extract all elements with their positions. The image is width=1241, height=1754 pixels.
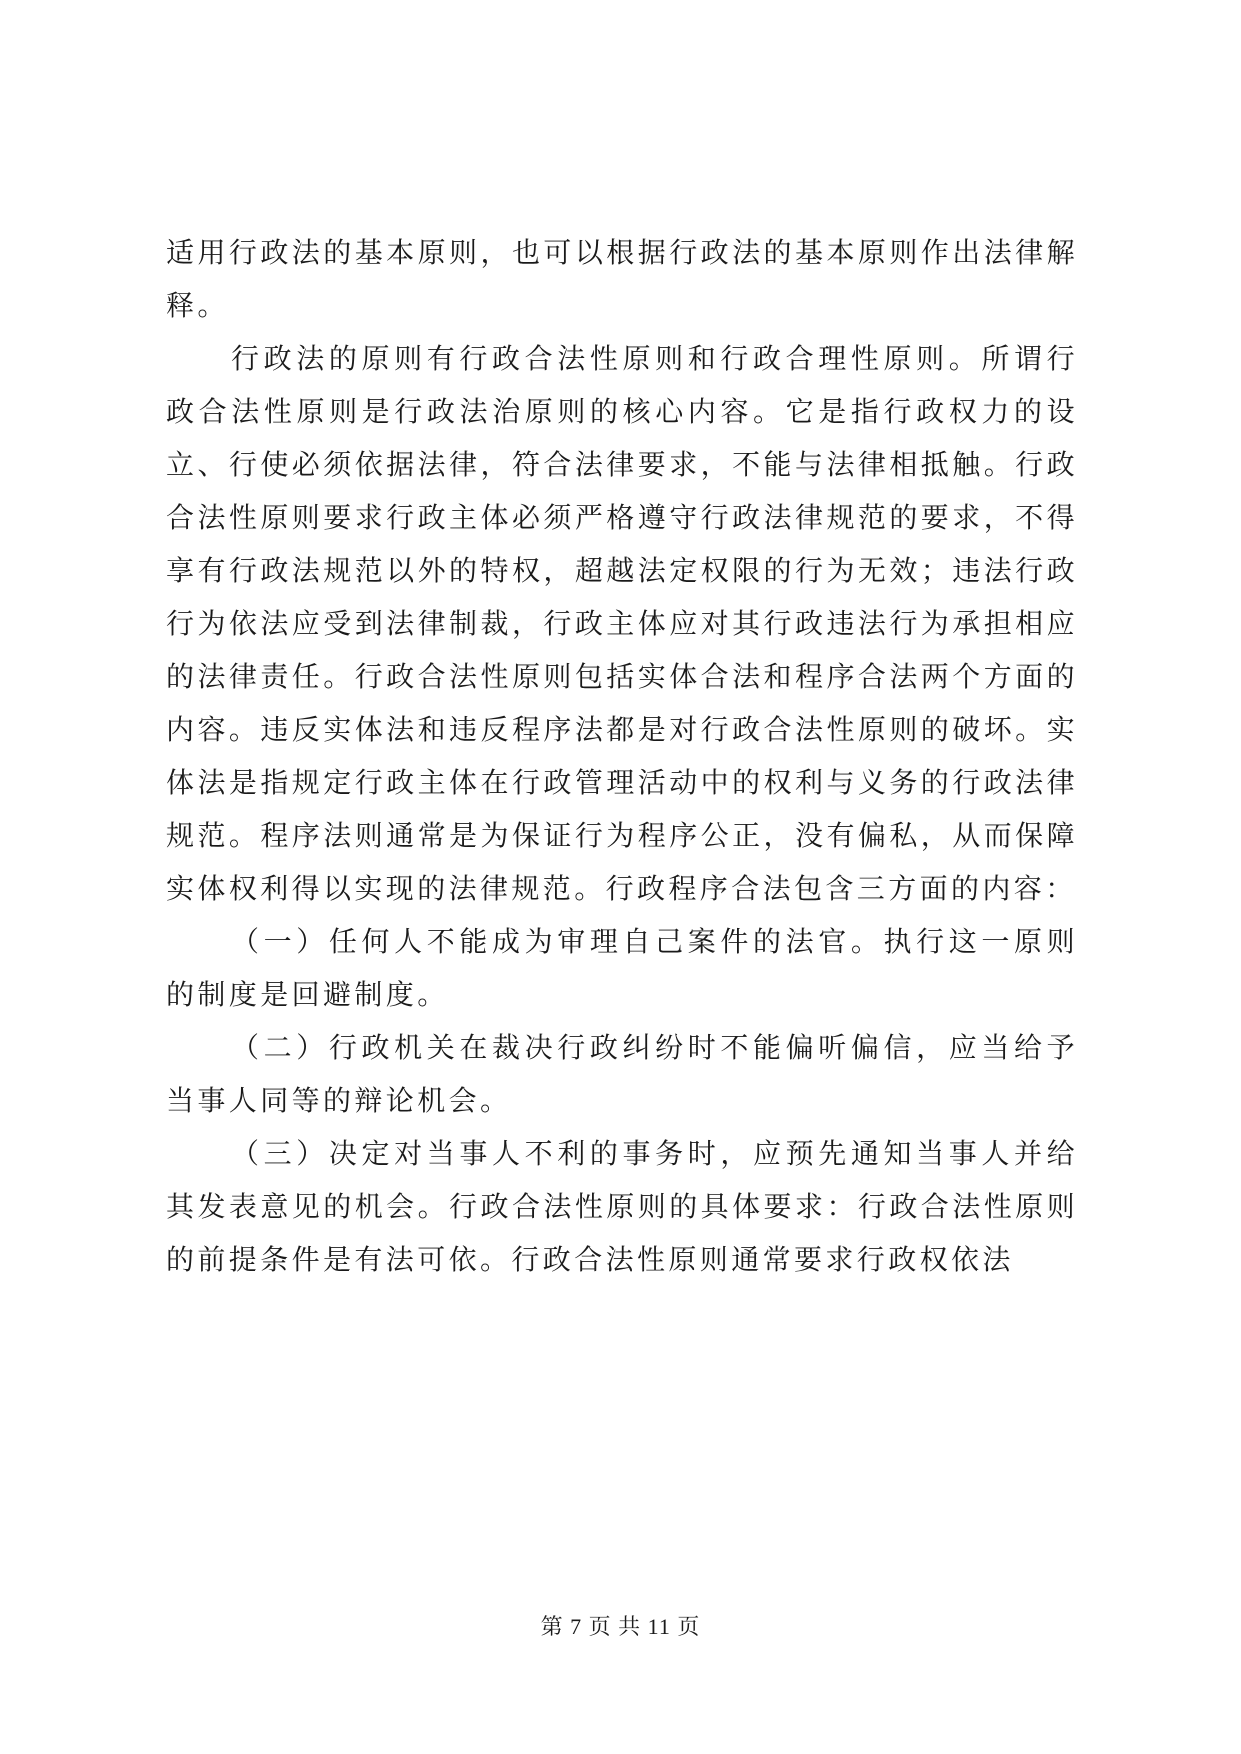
document-body — [166, 226, 1078, 1286]
paragraph-3: （一）任何人不能成为审理自己案件的法官。执行这一原则的制度是回避制度。 — [166, 925, 1078, 1011]
paragraph-2: 行政法的原则有行政合法性原则和行政合理性原则。所谓行政合法性原则是行政法治原则的核心内容。它是指行政权力的设立、行使必须依据法律，符合法律要求，不能与法律相抵触。行政合法性原则要求行政主体必须严格遵守行政法律规范的要求，不得享有行政法规范以外的特权，超越法定权限的行为无效；违法行政行为依法应受到法律制裁，行政主体应对其行政违法行为承担相应的法律责任。行政合法性原则包括实体合法和程序合法两个方面的内容。违反实体法和违反程序法都是对行政合法性原则的破坏。实体法是指规定行政主体在行政管理活动中的权利与义务的行政法律规范。程序法则通常是为保证行为程序公正，没有偏私，从而保障实体权利得以实现的法律规范。行政程序合法包含三方面的内容： — [166, 342, 1078, 905]
paragraph-4: （二）行政机关在裁决行政纠纷时不能偏听偏信，应当给予当事人同等的辩论机会。 — [166, 1031, 1078, 1117]
paragraph-5: （三）决定对当事人不利的事务时，应预先通知当事人并给其发表意见的机会。行政合法性原则的具体要求：行政合法性原则的前提条件是有法可依。行政合法性原则通常要求行政权依法 — [166, 1137, 1078, 1276]
paragraph-1: 适用行政法的基本原则，也可以根据行政法的基本原则作出法律解释。 — [166, 236, 1078, 322]
page-number-footer: 第 7 页 共 11 页 — [540, 1614, 701, 1639]
